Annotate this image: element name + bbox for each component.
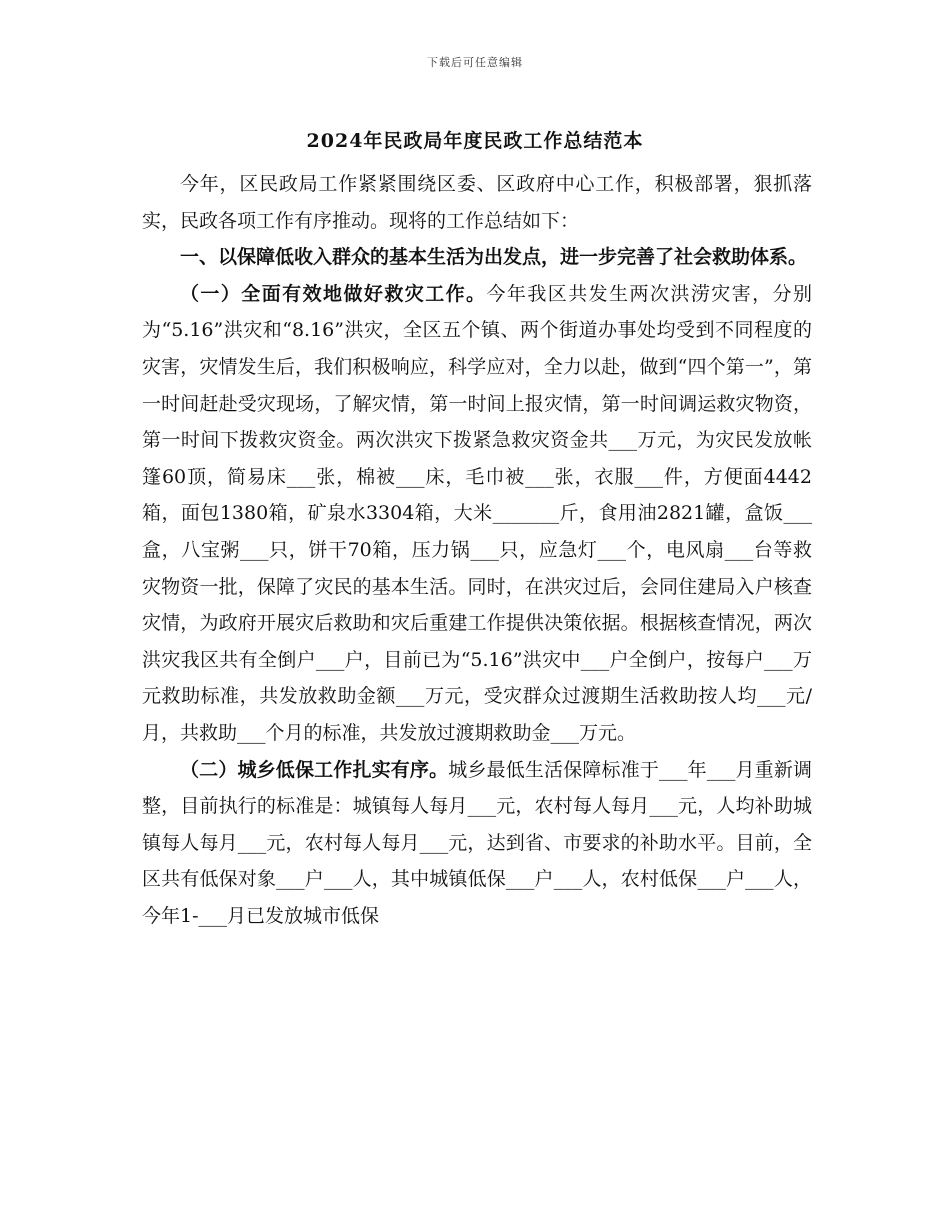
- section-1-2-body: 城乡最低生活保障标准于___年___月重新调整，目前执行的标准是：城镇每人每月___元，农村每人每月___元，人均补助城镇每人每月___元，农村每人每月___元，达到省、市要求的补助水平。目前，全区共有低保对象___户___人，其中城镇低保___户___人，农村低保___户___人，今年1-___月已发放城市低保: [142, 758, 812, 927]
- header-note: 下载后可任意编辑: [427, 56, 523, 69]
- intro-paragraph: 今年，区民政局工作紧紧围绕区委、区政府中心工作，积极部署，狠抓落实，民政各项工作有序推动。现将的工作总结如下：: [142, 173, 812, 232]
- section-1-1-paragraph: [142, 276, 812, 752]
- document-body: [142, 166, 812, 934]
- section-1-1-body: 今年我区共发生两次洪涝灾害，分别为“5.16”洪灾和“8.16”洪灾，全区五个镇、两个街道办事处均受到不同程度的灾害，灾情发生后，我们积极响应，科学应对，全力以赴，做到“四个第一”，第一时间赶赴受灾现场，了解灾情，第一时间上报灾情，第一时间调运救灾物资，第一时间下拨救灾资金。两次洪灾下拨紧急救灾资金共___万元，为灾民发放帐篷60顶，简易床___张，棉被___床，毛巾被___张，衣服___件，方便面4442箱，面包1380箱，矿泉水3304箱，大米_______斤，食用油2821罐，盒饭___盒，八宝粥___只，饼干70箱，压力锅___只，应急灯___个，电风扇___台等救灾物资一批，保障了灾民的基本生活。同时，在洪灾过后，会同住建局入户核查灾情，为政府开展灾后救助和灾后重建工作提供决策依据。根据核查情况，两次洪灾我区共有全倒户___户，目前已为“5.16”洪灾中___户全倒户，按每户___万元救助标准，共发放救助金额___万元，受灾群众过渡期生活救助按人均___元/月，共救助___个月的标准，共发放过渡期救助金___万元。: [142, 282, 812, 744]
- section-1-1-heading: （一）全面有效地做好救灾工作。: [180, 282, 487, 305]
- document-title: 2024年民政局年度民政工作总结范本: [306, 130, 644, 152]
- section-1-2-paragraph: [142, 752, 812, 935]
- section-1-2-heading: （二）城乡低保工作扎实有序。: [180, 758, 449, 781]
- section-1-heading: 一、以保障低收入群众的基本生活为出发点，进一步完善了社会救助体系。: [180, 246, 808, 269]
